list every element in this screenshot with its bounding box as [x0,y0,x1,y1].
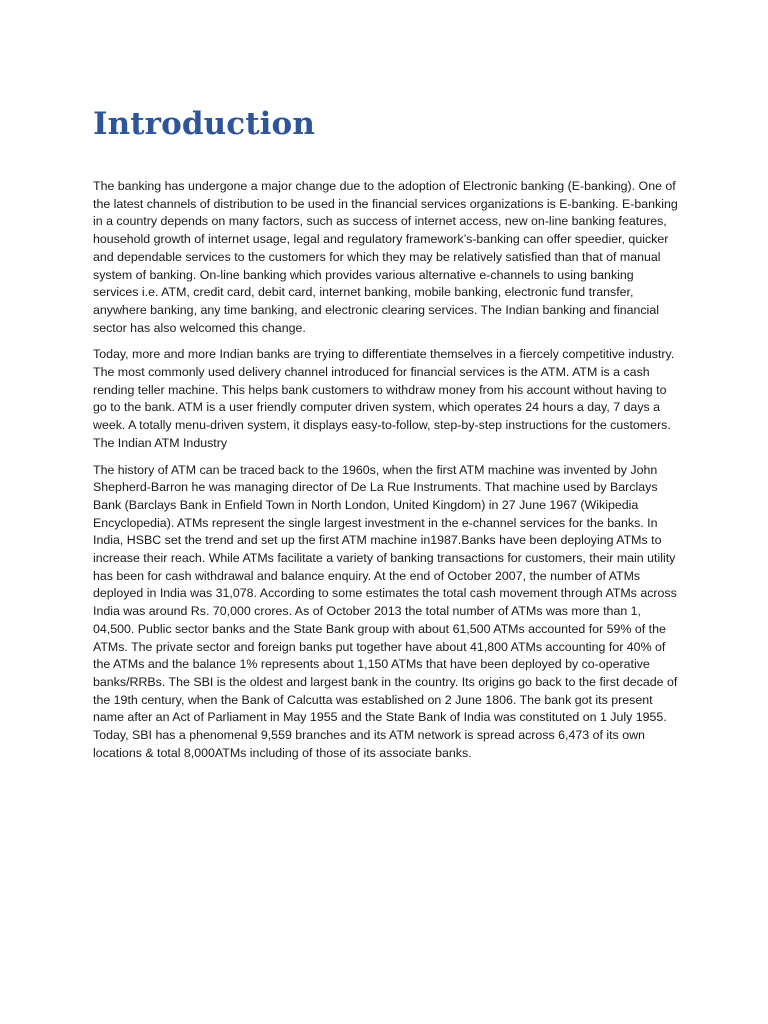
paragraph-1: The banking has undergone a major change due to the adoption of Electronic banking (E-banking). One of the latest channels of distribution to be used in the financial services organizations is E-banking. E-banking in a country depends on many factors, such as success of internet access, new on-line banking features, household growth of internet usage, legal and regulatory framework’s-banking can offer speedier, quicker and dependable services to the customers for which they may be relatively satisfied than that of manual system of banking. On-line banking which provides various alternative e-channels to using banking services i.e. ATM, credit card, debit card, internet banking, mobile banking, electronic fund transfer, anywhere banking, any time banking, and electronic clearing services. The Indian banking and financial sector has also welcomed this change. [93,179,678,335]
body-text [93,178,678,772]
paragraph-2: Today, more and more Indian banks are trying to differentiate themselves in a fiercely competitive industry. The most commonly used delivery channel introduced for financial services is the ATM. ATM is a cash rending teller machine. This helps bank customers to withdraw money from his account without having to go to the bank. ATM is a user friendly computer driven system, which operates 24 hours a day, 7 days a week. A totally menu-driven system, it displays easy-to-follow, step-by-step instructions for the customers. The Indian ATM Industry [93,347,675,450]
section-heading: Introduction [93,106,315,142]
paragraph-3: The history of ATM can be traced back to the 1960s, when the first ATM machine was invented by John Shepherd-Barron he was managing director of De La Rue Instruments. That machine used by Barclays Bank (Barclays Bank in Enfield Town in North London, United Kingdom) in 27 June 1967 (Wikipedia Encyclopedia). ATMs represent the single largest investment in the e-channel services for the banks. In India, HSBC set the trend and set up the first ATM machine in1987.Banks have been deploying ATMs to increase their reach. While ATMs facilitate a variety of banking transactions for customers, their main utility has been for cash withdrawal and balance enquiry. At the end of October 2007, the number of ATMs deployed in India was 31,078. According to some estimates the total cash movement through ATMs across India was around Rs. 70,000 crores. As of October 2013 the total number of ATMs was more than 1, 04,500. Public sector banks and the State Bank group with about 61,500 ATMs accounted for 59% of the ATMs. The private sector and foreign banks put together have about 41,800 ATMs accounting for 40% of the ATMs and the balance 1% represents about 1,150 ATMs that have been deployed by co-operative banks/RRBs. The SBI is the oldest and largest bank in the country. Its origins go back to the first decade of the 19th century, when the Bank of Calcutta was established on 2 June 1806. The bank got its present name after an Act of Parliament in May 1955 and the State Bank of India was constituted on 1 July 1955. Today, SBI has a phenomenal 9,559 branches and its ATM network is spread across 6,473 of its own locations & total 8,000ATMs including of those of its associate banks. [93,462,678,760]
